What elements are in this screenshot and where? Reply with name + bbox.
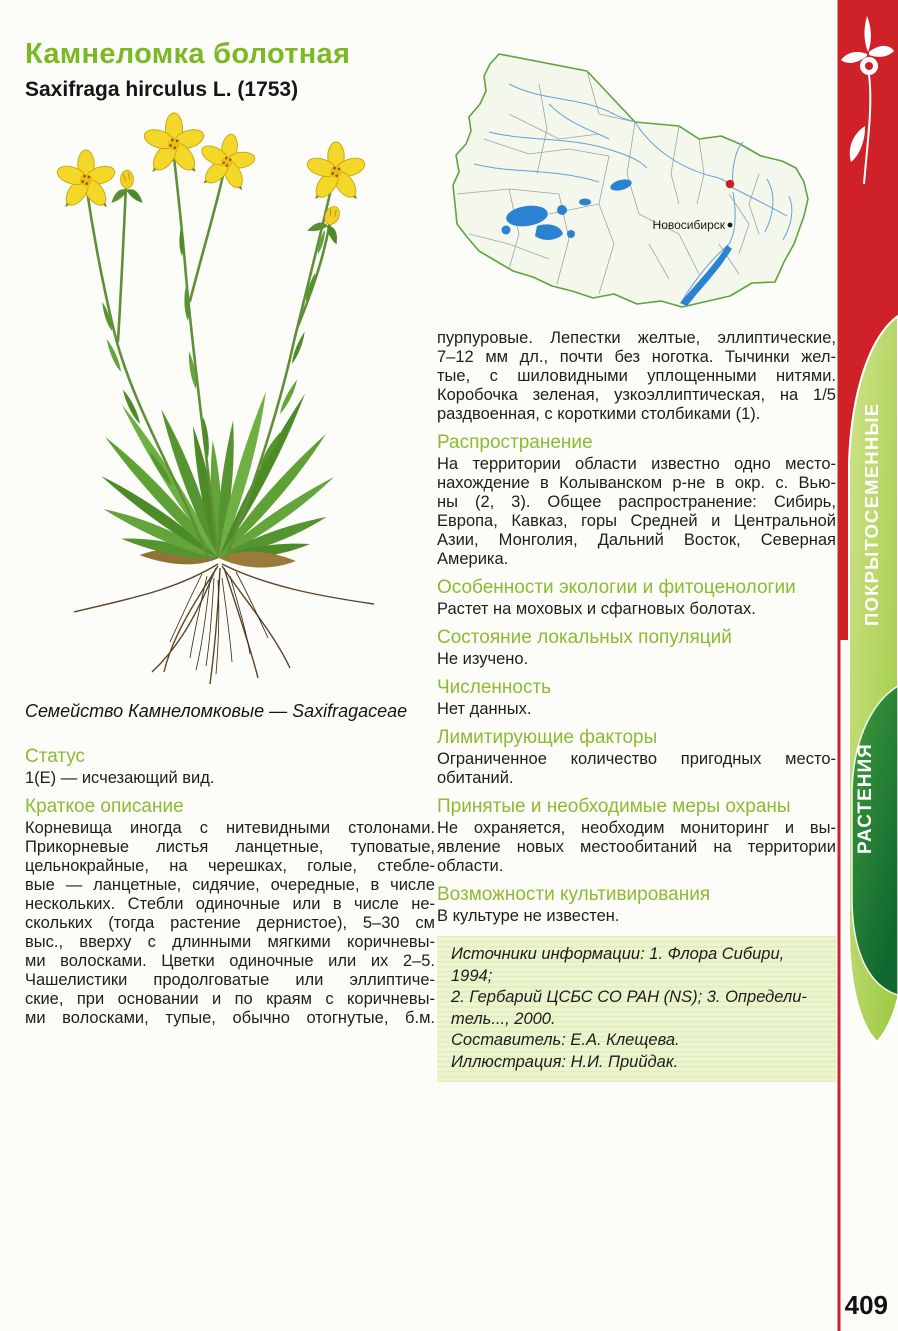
section-heading: Распространение	[437, 432, 593, 453]
text-line: скольких (тогда растение дернистое), 5–30 см	[25, 914, 435, 932]
description-continued	[437, 329, 836, 424]
plant-illustration	[22, 106, 430, 698]
text-line: В культуре не известен.	[437, 907, 620, 925]
family-line: Семейство Камнеломковые — Saxifragaceae	[25, 701, 408, 721]
text-line: тые, с шиловидными уплощенными нитями.	[437, 367, 836, 385]
section-heading: Состояние локальных популяций	[437, 627, 732, 648]
text-line: Нет данных.	[437, 700, 532, 718]
text-line: ми волосками. Цветки одиночные или их 2–5.	[25, 952, 435, 970]
text-line: На территории области известно одно место-	[437, 455, 836, 473]
text-line: Растет на моховых и сфагновых болотах.	[437, 600, 756, 618]
text-line: Азии, Монголия, Дальний Восток, Северная	[437, 531, 836, 549]
section-body	[437, 700, 836, 719]
section-body	[25, 769, 435, 788]
text-line: Не охраняется, необходим мониторинг и вы-	[437, 819, 836, 837]
section-heading: Численность	[437, 677, 552, 698]
section-heading: Лимитирующие факторы	[437, 727, 658, 748]
section-body	[437, 455, 836, 569]
section-heading: Краткое описание	[25, 796, 184, 817]
text-line: Чашелистики продолговатые или эллиптиче-	[25, 971, 435, 989]
map-city-label: Новосибирск	[652, 218, 725, 232]
text-line: Прикорневые листья ланцетные, туповатые,	[25, 838, 435, 856]
text-line: явление новых местообитаний на территории	[437, 838, 836, 856]
section-heading: Статус	[25, 746, 86, 767]
section-body	[437, 600, 836, 619]
city-dot	[728, 223, 733, 228]
roots	[74, 564, 374, 684]
section-heading: Особенности экологии и фитоценологии	[437, 577, 796, 598]
page-number: 409	[844, 1290, 888, 1320]
distribution-map	[449, 44, 811, 318]
text-line: обитаний.	[437, 769, 514, 787]
text-line: Европа, Кавказ, горы Средней и Центральной	[437, 512, 836, 530]
left-column	[25, 736, 435, 1028]
section-body	[437, 819, 836, 876]
text-line: Источники информации: 1. Флора Сибири, 1994;	[451, 945, 785, 985]
section-body	[437, 750, 836, 788]
text-line: 2. Гербарий ЦСБС СО РАН (NS); 3. Определи-	[451, 988, 807, 1006]
text-line: пурпуровые. Лепестки желтые, эллиптические,	[437, 329, 836, 347]
text-line: области.	[437, 857, 504, 875]
right-column	[437, 329, 836, 1082]
text-line: Составитель: Е.А. Клещева.	[451, 1031, 680, 1049]
text-line: Ограниченное количество пригодных место-	[437, 750, 836, 768]
species-title-ru: Камнеломка болотная	[25, 38, 351, 70]
text-line: Коробочка зеленая, узкоэллиптическая, на 1/5	[437, 386, 836, 404]
text-line: ми волосками, тупые, обычно отогнутые, б.м.	[25, 1009, 435, 1027]
text-line: вые — ланцетные, сидячие, очередные, в числе	[25, 876, 435, 894]
text-line: цельнокрайные, на черешках, голые, стебле-	[25, 857, 435, 875]
text-line: выс., вверху с длинными мягкими коричневы-	[25, 933, 435, 951]
text-line: Америка.	[437, 550, 509, 568]
text-line: 7–12 мм дл., почти без ноготка. Тычинки жел-	[437, 348, 836, 366]
section-heading: Принятые и необходимые меры охраны	[437, 796, 791, 817]
text-line: 1(Е) — исчезающий вид.	[25, 769, 215, 787]
text-line: ские, при основании и по краям с коричневы-	[25, 990, 435, 1008]
text-line: Корневища иногда с нитевидными столонами.	[25, 819, 435, 837]
text-line: нахождение в Колыванском р-не в окр. с. Вью-	[437, 474, 836, 492]
red-edge-line	[838, 0, 841, 1331]
text-line: раздвоенная, с короткими столбиками (1).	[437, 405, 761, 423]
title-block	[25, 38, 350, 102]
occurrence-dot	[726, 180, 735, 189]
band-label-plants: РАСТЕНИЯ	[855, 743, 876, 855]
section-heading: Возможности культивирования	[437, 884, 711, 905]
section-body	[437, 907, 836, 926]
sources-box	[437, 936, 836, 1082]
section-body	[437, 650, 836, 669]
text-line: нескольких. Стебли одиночные или в числе не-	[25, 895, 435, 913]
text-line: тель..., 2000.	[451, 1009, 556, 1028]
right-sections	[437, 431, 836, 926]
text-line: Не изучено.	[437, 650, 529, 668]
text-line: Иллюстрация: Н.И. Прийдак.	[451, 1052, 679, 1071]
section-body	[25, 819, 435, 1028]
text-line: ны (2, 3). Общее распространение: Сибирь,	[437, 493, 836, 511]
band-label-angiosperms: ПОКРЫТОСЕМЕННЫЕ	[861, 402, 882, 626]
edge-band	[836, 0, 898, 1331]
species-title-latin: Saxifraga hirculus L. (1753)	[25, 78, 299, 101]
region-outline	[453, 54, 808, 307]
